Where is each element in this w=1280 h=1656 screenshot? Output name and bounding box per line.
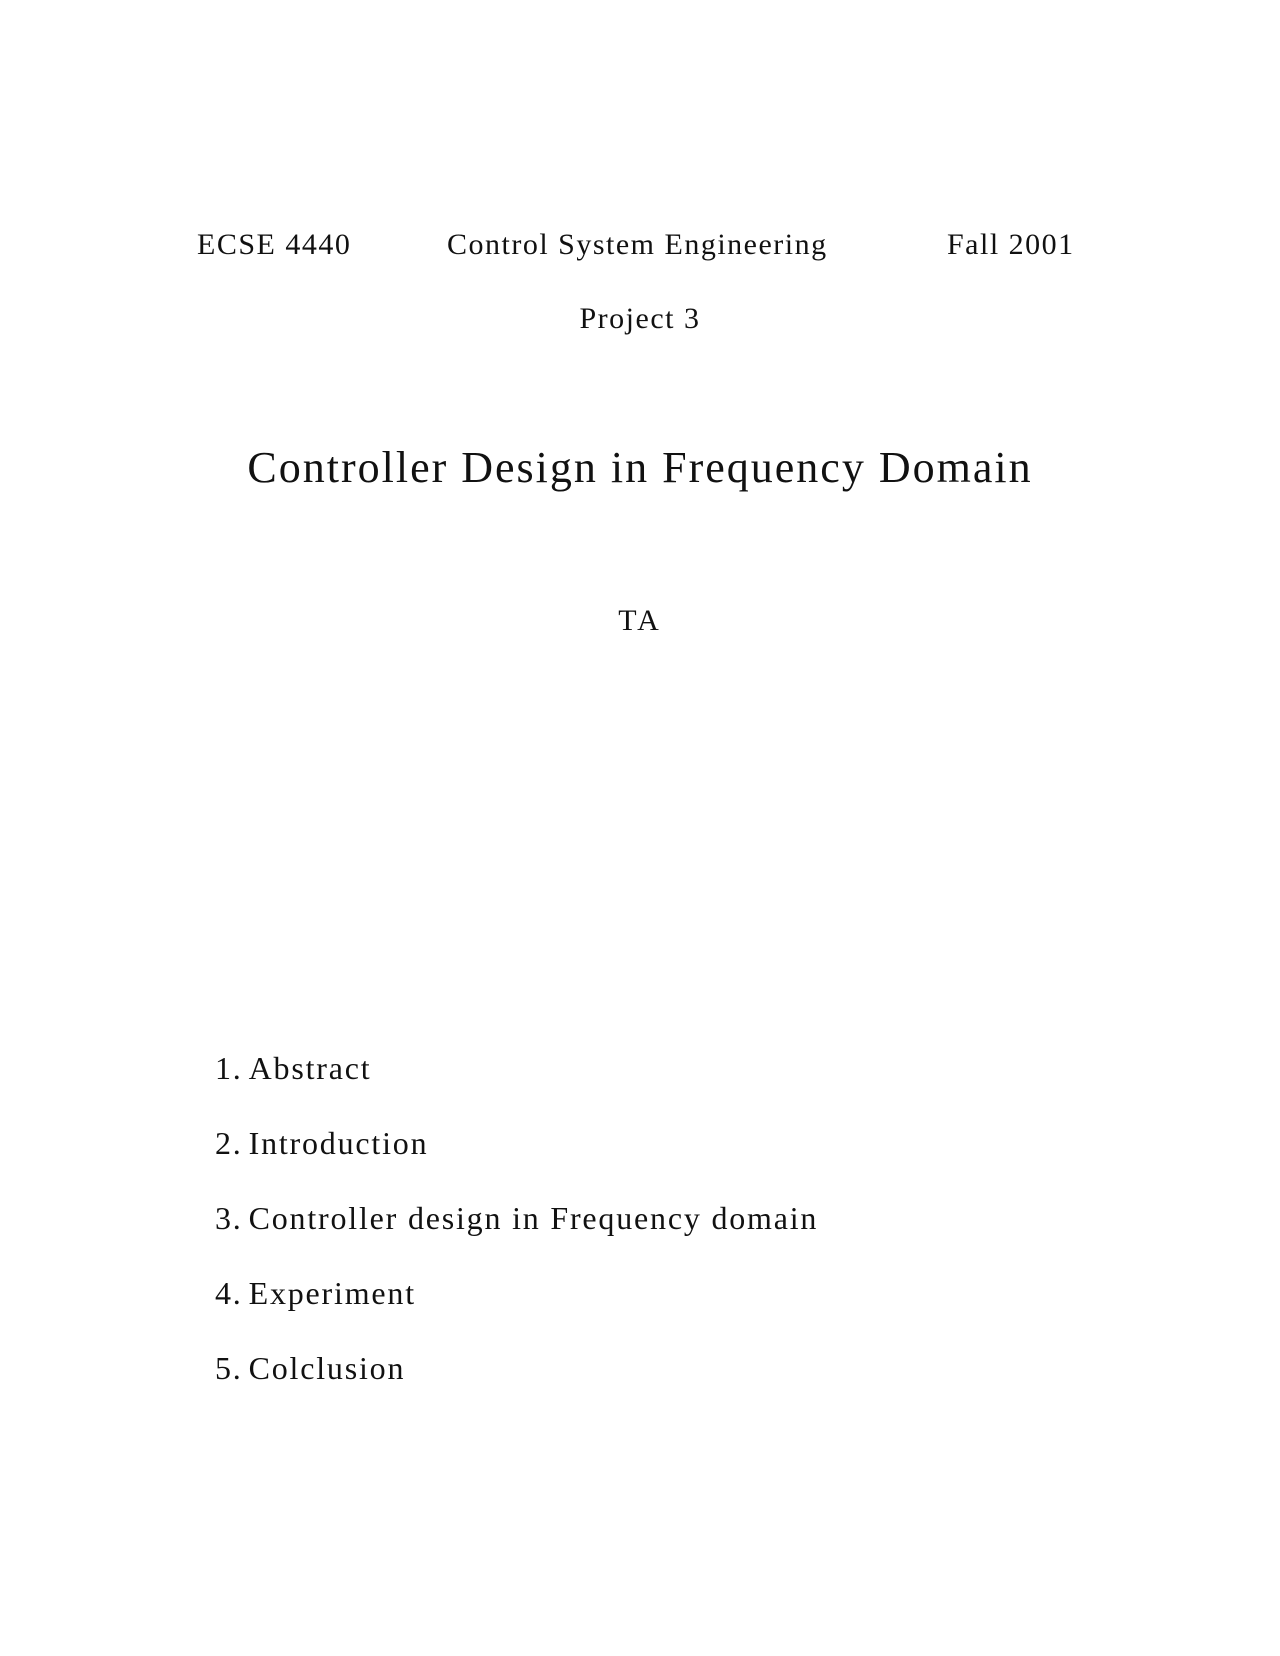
- toc-item-introduction: [215, 1123, 818, 1198]
- toc-item-label: Experiment: [248, 1275, 416, 1311]
- toc-item-label: Colclusion: [248, 1350, 406, 1386]
- project-label: Project 3: [579, 302, 701, 335]
- toc-item-conclusion: [215, 1348, 818, 1423]
- course-term: Fall 2001: [947, 228, 1075, 261]
- document-title: Controller Design in Frequency Domain: [247, 443, 1033, 492]
- toc-item-label: Abstract: [248, 1050, 372, 1086]
- toc-item-number: 5.: [215, 1350, 243, 1386]
- author: TA: [618, 604, 662, 637]
- course-subject: Control System Engineering: [447, 228, 828, 261]
- toc-item-experiment: [215, 1273, 818, 1348]
- toc-item-label: Controller design in Frequency domain: [248, 1200, 819, 1236]
- toc-item-abstract: [215, 1048, 818, 1123]
- toc-item-label: Introduction: [248, 1125, 429, 1161]
- toc-item-number: 3.: [215, 1200, 243, 1236]
- table-of-contents: [215, 1048, 818, 1423]
- toc-item-number: 4.: [215, 1275, 243, 1311]
- document-header: [0, 228, 1280, 268]
- course-code: ECSE 4440: [197, 228, 352, 261]
- toc-item-controller-design: [215, 1198, 818, 1273]
- toc-item-number: 1.: [215, 1050, 243, 1086]
- toc-item-number: 2.: [215, 1125, 243, 1161]
